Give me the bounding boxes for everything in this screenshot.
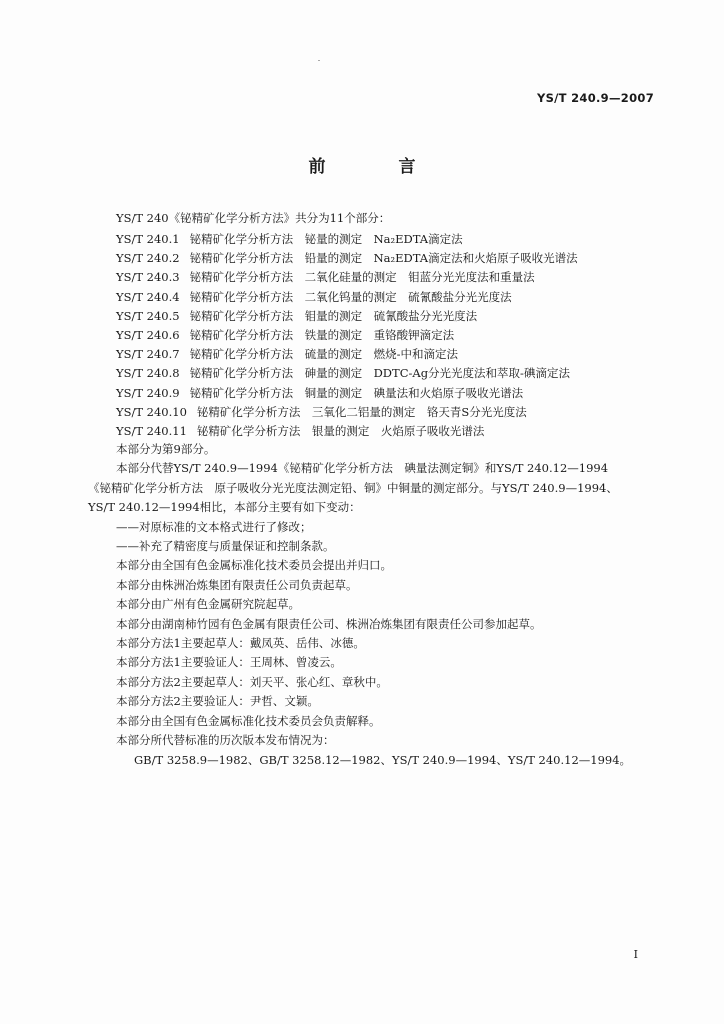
- part-title: 铋精矿化学分析方法 银量的测定 火焰原子吸收光谱法: [196, 423, 485, 438]
- parts-list: [116, 230, 578, 441]
- part-number: YS/T 240.2: [116, 251, 180, 266]
- part-number: YS/T 240.5: [116, 308, 180, 323]
- part-title: 铋精矿化学分析方法 钼量的测定 硫氰酸盐分光光度法: [189, 308, 478, 323]
- part-title: 铋精矿化学分析方法 铅量的测定 Na₂EDTA滴定法和火焰原子吸收光谱法: [189, 251, 578, 266]
- body-text: [88, 440, 660, 770]
- list-item: [116, 403, 578, 422]
- method1-drafters: 本部分方法1主要起草人：戴凤英、岳伟、冰德。: [116, 636, 365, 651]
- part-number: YS/T 240.8: [116, 366, 180, 381]
- part-title: 铋精矿化学分析方法 铋量的测定 Na₂EDTA滴定法: [189, 232, 463, 246]
- part-number: YS/T 240.6: [116, 327, 180, 342]
- proposer-paragraph: 本部分由全国有色金属标准化技术委员会提出并归口。: [116, 558, 392, 573]
- list-item: [116, 288, 578, 307]
- change-item: ——补充了精密度与质量保证和控制条款。: [116, 539, 335, 554]
- part-title: 铋精矿化学分析方法 二氧化硅量的测定 钼蓝分光光度法和重量法: [189, 270, 535, 285]
- part-number: YS/T 240.10: [116, 404, 187, 419]
- method1-verifiers: 本部分方法1主要验证人：王周林、曾凌云。: [116, 655, 342, 670]
- part-number: YS/T 240.9: [116, 385, 180, 400]
- list-item: [116, 384, 578, 403]
- participant-paragraph: 本部分由湖南柿竹园有色金属有限责任公司、株洲冶炼集团有限责任公司参加起草。: [116, 616, 542, 631]
- history-heading: 本部分所代替标准的历次版本发布情况为：: [116, 733, 335, 748]
- part-statement: 本部分为第9部分。: [116, 442, 216, 456]
- list-item: [116, 230, 578, 249]
- part-title: 铋精矿化学分析方法 铁量的测定 重铬酸钾滴定法: [189, 327, 455, 342]
- drafter-paragraph: 本部分由广州有色金属研究院起草。: [116, 597, 300, 612]
- page-title: 前 言: [308, 157, 444, 177]
- change-item: ——对原标准的文本格式进行了修改；: [116, 519, 312, 534]
- method2-drafters: 本部分方法2主要起草人：刘天平、张心红、章秋中。: [116, 674, 388, 689]
- part-number: YS/T 240.11: [116, 423, 187, 438]
- part-number: YS/T 240.4: [116, 289, 180, 304]
- list-item: [116, 307, 578, 326]
- part-number: YS/T 240.7: [116, 347, 180, 362]
- part-title: 铋精矿化学分析方法 二氧化钨量的测定 硫氰酸盐分光光度法: [189, 289, 512, 304]
- list-item: [116, 268, 578, 287]
- part-title: 铋精矿化学分析方法 铜量的测定 碘量法和火焰原子吸收光谱法: [189, 385, 524, 400]
- scan-speck: [318, 60, 320, 61]
- replacement-paragraph-line1: 本部分代替YS/T 240.9—1994《铋精矿化学分析方法 碘量法测定铜》和YS/T 240.12—1994: [116, 461, 609, 476]
- history-list: GB/T 3258.9—1982、GB/T 3258.12—1982、YS/T 240.9—1994、YS/T 240.12—1994。: [134, 752, 632, 767]
- page-number: I: [633, 948, 638, 961]
- interpretation-paragraph: 本部分由全国有色金属标准化技术委员会负责解释。: [116, 713, 381, 728]
- part-title: 铋精矿化学分析方法 硫量的测定 燃烧-中和滴定法: [189, 347, 458, 362]
- method2-verifiers: 本部分方法2主要验证人：尹哲、文颖。: [116, 694, 319, 709]
- part-title: 铋精矿化学分析方法 砷量的测定 DDTC-Ag分光光度法和萃取-碘滴定法: [189, 366, 570, 381]
- drafter-responsible-paragraph: 本部分由株洲冶炼集团有限责任公司负责起草。: [116, 577, 358, 592]
- list-item: [116, 326, 578, 345]
- list-item: [116, 364, 578, 383]
- replacement-paragraph-line3: YS/T 240.12—1994相比，本部分主要有如下变动：: [88, 500, 361, 515]
- replacement-paragraph-line2: 《铋精矿化学分析方法 原子吸收分光光度法测定铅、铜》中铜量的测定部分。与YS/T 240.9—1994、: [88, 480, 618, 495]
- intro-line: YS/T 240《铋精矿化学分析方法》共分为11个部分：: [116, 211, 391, 225]
- list-item: [116, 422, 578, 441]
- part-title: 铋精矿化学分析方法 三氧化二铝量的测定 铬天青S分光光度法: [196, 404, 527, 419]
- part-number: YS/T 240.1: [116, 232, 180, 246]
- part-number: YS/T 240.3: [116, 270, 180, 285]
- standard-code: YS/T 240.9—2007: [536, 91, 654, 105]
- list-item: [116, 249, 578, 268]
- list-item: [116, 345, 578, 364]
